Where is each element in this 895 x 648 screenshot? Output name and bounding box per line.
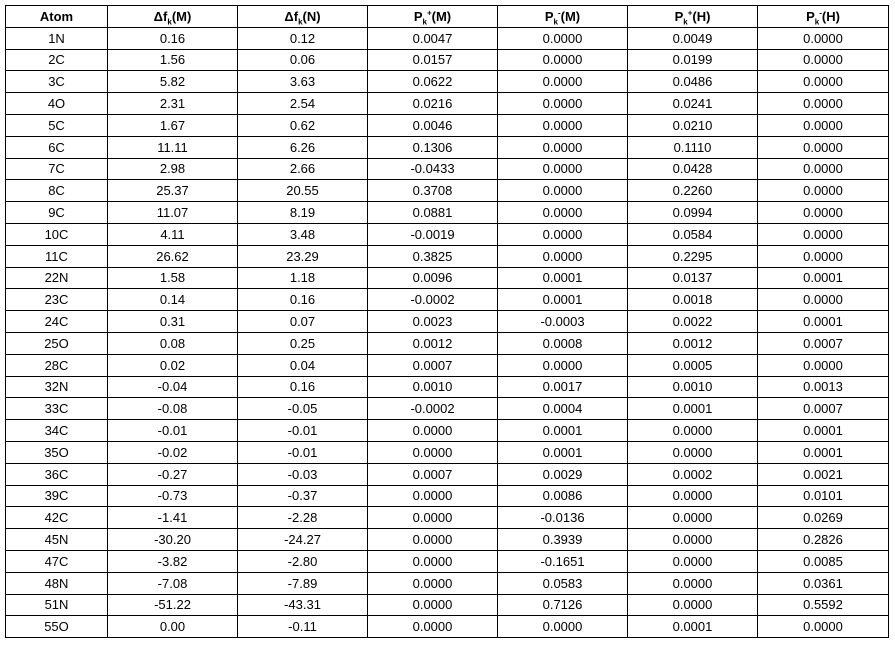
cell-delta-f-m: -3.82 (108, 550, 238, 572)
cell-p-minus-h: 0.0000 (758, 27, 889, 49)
cell-p-minus-m: 0.0000 (498, 158, 628, 180)
cell-p-minus-m: 0.0000 (498, 114, 628, 136)
cell-delta-f-m: -7.08 (108, 572, 238, 594)
cell-p-minus-h: 0.0000 (758, 223, 889, 245)
cell-p-plus-m: 0.0881 (368, 202, 498, 224)
table-row (6, 202, 889, 224)
cell-p-plus-h: 0.0486 (628, 71, 758, 93)
cell-p-plus-h: 0.0000 (628, 572, 758, 594)
cell-delta-f-m: 0.16 (108, 27, 238, 49)
cell-p-plus-h: 0.0001 (628, 398, 758, 420)
cell-p-minus-m: 0.0000 (498, 245, 628, 267)
cell-atom: 33C (6, 398, 108, 420)
cell-p-minus-m: 0.0017 (498, 376, 628, 398)
cell-delta-f-n: 0.62 (238, 114, 368, 136)
cell-p-minus-m: 0.0000 (498, 27, 628, 49)
header-atom: Atom (6, 6, 108, 28)
cell-p-minus-m: 0.7126 (498, 594, 628, 616)
header-p-plus-m: $P_k^+(M)$ (368, 6, 498, 28)
cell-delta-f-m: 0.02 (108, 354, 238, 376)
cell-p-plus-m: -0.0019 (368, 223, 498, 245)
cell-p-minus-m: 0.3939 (498, 529, 628, 551)
cell-delta-f-n: 23.29 (238, 245, 368, 267)
cell-p-minus-h: 0.0001 (758, 311, 889, 333)
cell-delta-f-n: 0.25 (238, 332, 368, 354)
cell-delta-f-m: -1.41 (108, 507, 238, 529)
cell-p-plus-h: 0.0994 (628, 202, 758, 224)
cell-p-plus-m: 0.0000 (368, 485, 498, 507)
cell-delta-f-m: -30.20 (108, 529, 238, 551)
cell-delta-f-m: 1.67 (108, 114, 238, 136)
cell-p-plus-h: 0.0010 (628, 376, 758, 398)
cell-delta-f-m: 26.62 (108, 245, 238, 267)
cell-delta-f-m: -0.01 (108, 420, 238, 442)
cell-p-plus-h: 0.0000 (628, 420, 758, 442)
cell-delta-f-n: -0.01 (238, 420, 368, 442)
cell-delta-f-m: 25.37 (108, 180, 238, 202)
table-row (6, 332, 889, 354)
cell-p-minus-h: 0.0101 (758, 485, 889, 507)
cell-delta-f-m: 11.07 (108, 202, 238, 224)
cell-atom: 11C (6, 245, 108, 267)
table-row (6, 594, 889, 616)
cell-p-plus-m: -0.0002 (368, 398, 498, 420)
cell-p-minus-m: 0.0583 (498, 572, 628, 594)
cell-atom: 36C (6, 463, 108, 485)
header-p-plus-h: $P_k^+(H)$ (628, 6, 758, 28)
table-row (6, 463, 889, 485)
table-row (6, 180, 889, 202)
table-row (6, 289, 889, 311)
cell-delta-f-m: -0.73 (108, 485, 238, 507)
table-row (6, 245, 889, 267)
cell-p-minus-m: 0.0000 (498, 223, 628, 245)
cell-delta-f-m: -51.22 (108, 594, 238, 616)
table-header (6, 6, 889, 28)
cell-p-plus-m: 0.0012 (368, 332, 498, 354)
cell-atom: 51N (6, 594, 108, 616)
cell-delta-f-n: 0.12 (238, 27, 368, 49)
cell-p-minus-h: 0.0000 (758, 289, 889, 311)
cell-p-minus-m: 0.0000 (498, 202, 628, 224)
cell-p-plus-h: 0.0428 (628, 158, 758, 180)
table-row (6, 71, 889, 93)
cell-p-plus-m: 0.0000 (368, 550, 498, 572)
cell-p-minus-h: 0.0001 (758, 420, 889, 442)
cell-p-plus-h: 0.0049 (628, 27, 758, 49)
cell-delta-f-n: -0.03 (238, 463, 368, 485)
cell-p-plus-m: -0.0433 (368, 158, 498, 180)
table-row (6, 550, 889, 572)
cell-p-minus-m: -0.0136 (498, 507, 628, 529)
cell-atom: 34C (6, 420, 108, 442)
cell-p-minus-m: 0.0001 (498, 420, 628, 442)
cell-p-plus-h: 0.0199 (628, 49, 758, 71)
cell-p-plus-h: 0.0000 (628, 507, 758, 529)
cell-delta-f-n: -2.28 (238, 507, 368, 529)
cell-p-plus-h: 0.0241 (628, 93, 758, 115)
cell-delta-f-m: 1.56 (108, 49, 238, 71)
cell-delta-f-n: 1.18 (238, 267, 368, 289)
table-row (6, 311, 889, 333)
cell-p-plus-h: 0.0000 (628, 529, 758, 551)
cell-p-minus-m: 0.0029 (498, 463, 628, 485)
cell-p-plus-m: 0.0000 (368, 420, 498, 442)
cell-delta-f-n: -0.37 (238, 485, 368, 507)
cell-delta-f-n: 6.26 (238, 136, 368, 158)
cell-p-minus-h: 0.5592 (758, 594, 889, 616)
cell-delta-f-n: 0.16 (238, 376, 368, 398)
cell-p-plus-h: 0.0137 (628, 267, 758, 289)
cell-p-minus-m: 0.0000 (498, 71, 628, 93)
cell-atom: 39C (6, 485, 108, 507)
cell-atom: 28C (6, 354, 108, 376)
cell-p-minus-h: 0.0000 (758, 180, 889, 202)
cell-p-minus-h: 0.0001 (758, 441, 889, 463)
table-row (6, 223, 889, 245)
cell-p-minus-m: 0.0001 (498, 441, 628, 463)
cell-p-plus-m: 0.0622 (368, 71, 498, 93)
table-row (6, 485, 889, 507)
cell-atom: 32N (6, 376, 108, 398)
cell-delta-f-n: -2.80 (238, 550, 368, 572)
table-row (6, 376, 889, 398)
cell-p-minus-h: 0.0000 (758, 93, 889, 115)
table-row (6, 27, 889, 49)
cell-delta-f-n: 0.16 (238, 289, 368, 311)
cell-delta-f-m: 0.00 (108, 616, 238, 638)
cell-p-minus-h: 0.0085 (758, 550, 889, 572)
cell-atom: 47C (6, 550, 108, 572)
cell-p-minus-h: 0.0000 (758, 354, 889, 376)
cell-delta-f-m: 0.31 (108, 311, 238, 333)
cell-p-minus-m: 0.0000 (498, 354, 628, 376)
cell-p-plus-m: 0.3825 (368, 245, 498, 267)
cell-p-minus-m: 0.0000 (498, 136, 628, 158)
cell-atom: 45N (6, 529, 108, 551)
cell-p-plus-m: 0.0157 (368, 49, 498, 71)
table-row (6, 93, 889, 115)
table-row (6, 398, 889, 420)
header-delta-f-n: $\Delta f_k(N)$ (238, 6, 368, 28)
cell-atom: 42C (6, 507, 108, 529)
cell-p-plus-m: 0.0010 (368, 376, 498, 398)
cell-p-minus-h: 0.0000 (758, 136, 889, 158)
table-row (6, 572, 889, 594)
cell-p-minus-h: 0.0001 (758, 267, 889, 289)
cell-atom: 24C (6, 311, 108, 333)
cell-p-minus-m: 0.0086 (498, 485, 628, 507)
cell-delta-f-m: -0.08 (108, 398, 238, 420)
cell-atom: 48N (6, 572, 108, 594)
cell-atom: 5C (6, 114, 108, 136)
cell-delta-f-n: 20.55 (238, 180, 368, 202)
fukui-data-table (5, 5, 889, 638)
header-p-minus-h: $P_k^-(H)$ (758, 6, 889, 28)
cell-p-plus-h: 0.0012 (628, 332, 758, 354)
cell-p-minus-m: 0.0000 (498, 93, 628, 115)
cell-atom: 6C (6, 136, 108, 158)
header-p-minus-m: $P_k^-(M)$ (498, 6, 628, 28)
cell-p-plus-m: 0.0000 (368, 529, 498, 551)
cell-p-plus-m: 0.0007 (368, 354, 498, 376)
cell-p-minus-m: -0.0003 (498, 311, 628, 333)
cell-atom: 23C (6, 289, 108, 311)
cell-p-minus-m: 0.0004 (498, 398, 628, 420)
cell-p-minus-m: 0.0008 (498, 332, 628, 354)
cell-atom: 1N (6, 27, 108, 49)
cell-p-plus-m: 0.3708 (368, 180, 498, 202)
cell-delta-f-n: 2.66 (238, 158, 368, 180)
cell-p-minus-m: 0.0000 (498, 616, 628, 638)
cell-p-minus-h: 0.0000 (758, 114, 889, 136)
cell-delta-f-m: 2.98 (108, 158, 238, 180)
cell-p-minus-h: 0.2826 (758, 529, 889, 551)
table-row (6, 616, 889, 638)
cell-delta-f-m: 0.08 (108, 332, 238, 354)
cell-atom: 22N (6, 267, 108, 289)
cell-p-plus-h: 0.0002 (628, 463, 758, 485)
cell-p-plus-h: 0.0584 (628, 223, 758, 245)
cell-p-plus-m: 0.0023 (368, 311, 498, 333)
cell-delta-f-n: 0.04 (238, 354, 368, 376)
cell-p-minus-h: 0.0000 (758, 202, 889, 224)
cell-delta-f-n: -43.31 (238, 594, 368, 616)
table-row (6, 136, 889, 158)
cell-p-minus-m: 0.0001 (498, 267, 628, 289)
table-row (6, 267, 889, 289)
cell-atom: 25O (6, 332, 108, 354)
cell-p-plus-h: 0.1110 (628, 136, 758, 158)
cell-p-plus-h: 0.0000 (628, 550, 758, 572)
table-row (6, 354, 889, 376)
cell-p-plus-m: 0.0000 (368, 572, 498, 594)
cell-delta-f-m: 4.11 (108, 223, 238, 245)
cell-p-minus-h: 0.0000 (758, 71, 889, 93)
cell-p-minus-m: 0.0000 (498, 49, 628, 71)
cell-delta-f-n: -0.05 (238, 398, 368, 420)
table-row (6, 507, 889, 529)
cell-p-plus-m: 0.0047 (368, 27, 498, 49)
table-row (6, 114, 889, 136)
cell-delta-f-m: 11.11 (108, 136, 238, 158)
cell-p-minus-h: 0.0000 (758, 616, 889, 638)
cell-p-plus-h: 0.0018 (628, 289, 758, 311)
cell-atom: 3C (6, 71, 108, 93)
cell-p-minus-m: 0.0000 (498, 180, 628, 202)
cell-p-plus-h: 0.0022 (628, 311, 758, 333)
cell-p-minus-h: 0.0000 (758, 245, 889, 267)
cell-atom: 4O (6, 93, 108, 115)
cell-delta-f-m: -0.04 (108, 376, 238, 398)
cell-p-plus-h: 0.2260 (628, 180, 758, 202)
cell-atom: 55O (6, 616, 108, 638)
cell-delta-f-m: 2.31 (108, 93, 238, 115)
cell-p-plus-h: 0.2295 (628, 245, 758, 267)
cell-p-plus-h: 0.0210 (628, 114, 758, 136)
cell-delta-f-n: 2.54 (238, 93, 368, 115)
cell-p-minus-h: 0.0000 (758, 49, 889, 71)
cell-delta-f-n: 3.63 (238, 71, 368, 93)
cell-p-plus-m: 0.0216 (368, 93, 498, 115)
cell-atom: 9C (6, 202, 108, 224)
cell-p-minus-h: 0.0007 (758, 332, 889, 354)
cell-p-plus-h: 0.0005 (628, 354, 758, 376)
cell-delta-f-n: -0.01 (238, 441, 368, 463)
cell-p-plus-h: 0.0000 (628, 441, 758, 463)
cell-delta-f-n: -24.27 (238, 529, 368, 551)
cell-delta-f-m: 5.82 (108, 71, 238, 93)
cell-p-plus-m: 0.0046 (368, 114, 498, 136)
cell-delta-f-n: -7.89 (238, 572, 368, 594)
cell-p-minus-h: 0.0361 (758, 572, 889, 594)
cell-p-plus-m: 0.0000 (368, 441, 498, 463)
cell-p-plus-h: 0.0000 (628, 594, 758, 616)
cell-atom: 7C (6, 158, 108, 180)
cell-p-minus-m: 0.0001 (498, 289, 628, 311)
cell-p-minus-h: 0.0021 (758, 463, 889, 485)
cell-delta-f-m: -0.27 (108, 463, 238, 485)
cell-atom: 10C (6, 223, 108, 245)
header-row (6, 6, 889, 28)
cell-p-plus-m: 0.0096 (368, 267, 498, 289)
cell-p-plus-m: 0.0000 (368, 594, 498, 616)
cell-p-plus-h: 0.0000 (628, 485, 758, 507)
table-row (6, 529, 889, 551)
cell-p-minus-h: 0.0000 (758, 158, 889, 180)
cell-delta-f-n: 3.48 (238, 223, 368, 245)
table-row (6, 441, 889, 463)
cell-delta-f-m: -0.02 (108, 441, 238, 463)
table-body (6, 27, 889, 637)
cell-p-minus-h: 0.0013 (758, 376, 889, 398)
cell-delta-f-m: 0.14 (108, 289, 238, 311)
table-row (6, 420, 889, 442)
cell-atom: 2C (6, 49, 108, 71)
table-row (6, 158, 889, 180)
cell-atom: 35O (6, 441, 108, 463)
cell-delta-f-m: 1.58 (108, 267, 238, 289)
cell-delta-f-n: 0.07 (238, 311, 368, 333)
header-delta-f-m: $\Delta f_k(M)$ (108, 6, 238, 28)
cell-p-plus-m: 0.0000 (368, 616, 498, 638)
cell-p-plus-m: 0.0007 (368, 463, 498, 485)
cell-p-minus-h: 0.0007 (758, 398, 889, 420)
cell-p-plus-m: 0.1306 (368, 136, 498, 158)
cell-p-minus-h: 0.0269 (758, 507, 889, 529)
cell-p-plus-m: 0.0000 (368, 507, 498, 529)
cell-p-plus-h: 0.0001 (628, 616, 758, 638)
cell-delta-f-n: 0.06 (238, 49, 368, 71)
cell-delta-f-n: 8.19 (238, 202, 368, 224)
cell-p-minus-m: -0.1651 (498, 550, 628, 572)
cell-p-plus-m: -0.0002 (368, 289, 498, 311)
cell-delta-f-n: -0.11 (238, 616, 368, 638)
table-row (6, 49, 889, 71)
cell-atom: 8C (6, 180, 108, 202)
